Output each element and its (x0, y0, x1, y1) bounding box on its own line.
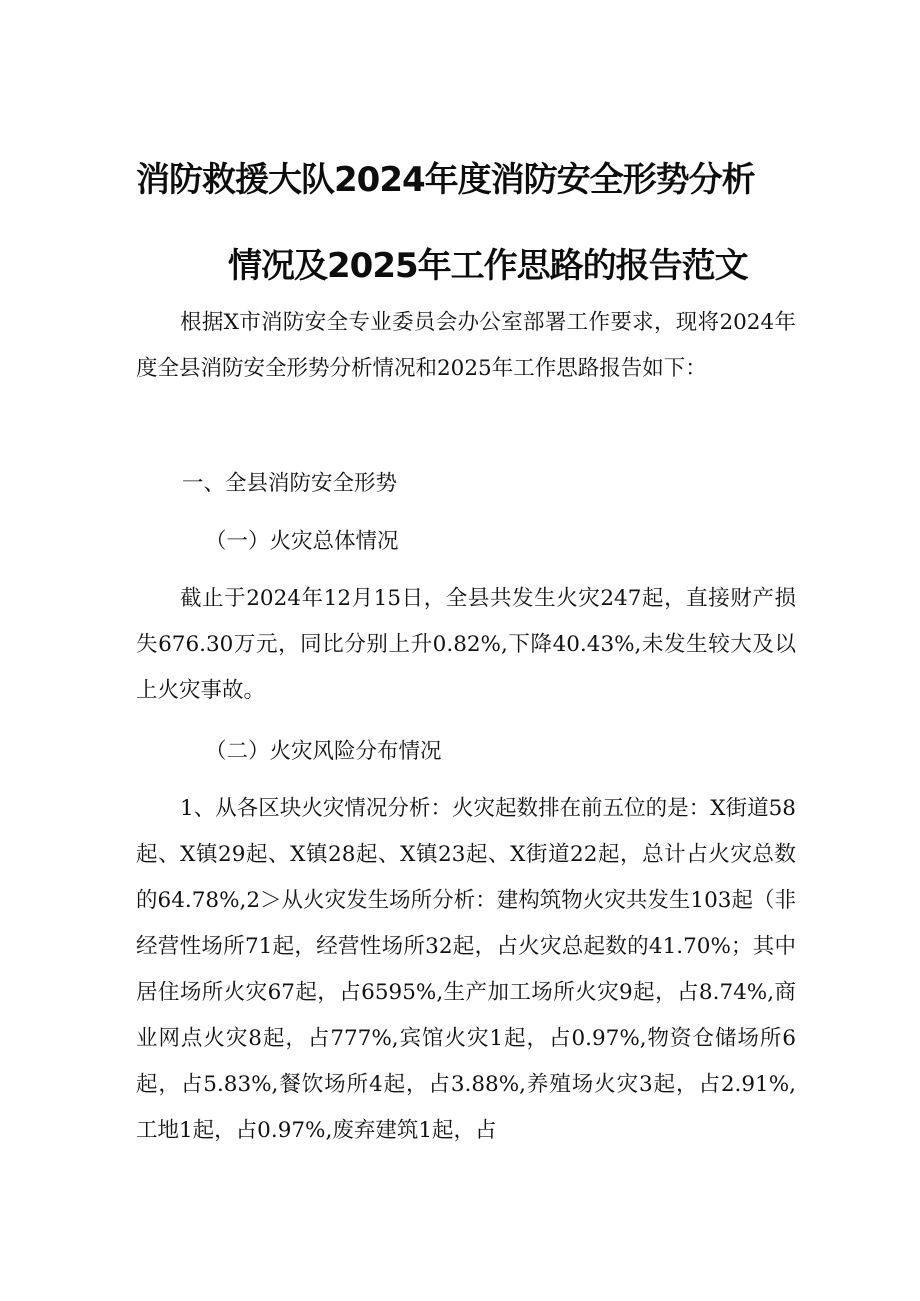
subsection-heading-1: （一）火灾总体情况 (205, 529, 399, 554)
intro-paragraph: 根据X市消防安全专业委员会办公室部署工作要求，现将2024年度全县消防安全形势分析情况和2025年工作思路报告如下： (136, 310, 796, 381)
section-heading-1: 一、全县消防安全形势 (182, 471, 398, 496)
fire-risk-paragraph: 1、从各区块火灾情况分析：火灾起数排在前五位的是：X街道58起、X镇29起、X镇28起、X镇23起、X街道22起，总计占火灾总数的64.78%,2＞从火灾发生场所分析：建构筑物火灾共发生103起（非经营性场所71起，经营性场所32起，占火灾总起数的41.70%；其中居住场所火灾67起，占6595%,生产加工场所火灾9起，占8.74%,商业网点火灾8起，占777%,宾馆火灾1起，占0.97%,物资仓储场所6起，占5.83%,餐饮场所4起，占3.88%,养殖场火灾3起，占2.91%,工地1起，占0.97%,废弃建筑1起，占 (136, 796, 796, 1143)
fire-overview-paragraph: 截止于2024年12月15日，全县共发生火灾247起，直接财产损失676.30万元，同比分别上升0.82%,下降40.43%,未发生较大及以上火灾事故。 (136, 586, 796, 703)
document-title-line-1: 消防救援大队2024年度消防安全形势分析 (136, 160, 755, 200)
document-title-line-2: 情况及2025年工作思路的报告范文 (228, 246, 748, 286)
subsection-heading-2: （二）火灾风险分布情况 (205, 739, 442, 764)
